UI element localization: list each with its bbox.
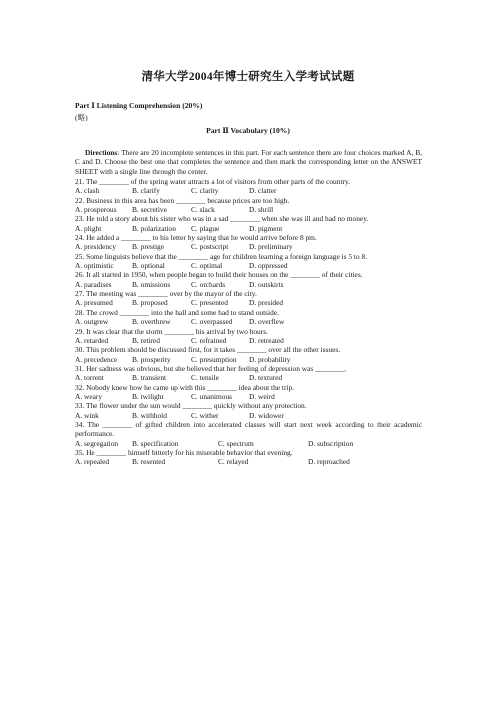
answer-option: D. clatter — [249, 186, 277, 196]
answer-option: C. wither — [191, 410, 219, 420]
answer-options — [75, 355, 422, 364]
answer-option: A. retarded — [75, 335, 109, 345]
answer-options — [75, 261, 422, 270]
answer-options — [75, 336, 422, 345]
answer-option: D. textured — [249, 373, 283, 383]
answer-option: A. paradises — [75, 279, 112, 289]
directions-paragraph — [75, 148, 422, 176]
question-item — [75, 308, 422, 327]
answer-options — [75, 224, 422, 233]
answer-options — [75, 298, 422, 307]
question-stem: 31. Her sadness was obvious, but she believed that her feeling of depression was ________. — [75, 363, 347, 373]
answer-option: B. prestige — [132, 242, 165, 252]
answer-option: A. precedence — [75, 354, 118, 364]
question-stem: 34. The ________ of gifted children into accelerated classes will start next week according to their academic performance. — [75, 419, 422, 439]
answer-option: B. secretive — [132, 205, 167, 215]
answer-options — [75, 411, 422, 420]
answer-option: B. optional — [132, 261, 165, 271]
question-stem: 30. This problem should be discussed first, for it takes ________ over all the other issues. — [75, 345, 341, 355]
question-stem: 32. Nobody knew how he came up with this ________ idea about the trip. — [75, 382, 295, 392]
answer-options — [75, 457, 422, 466]
answer-option: A. wink — [75, 410, 99, 420]
question-item — [75, 177, 422, 196]
question-stem: 33. The flower under the sun would ________ quickly without any protection. — [75, 401, 307, 411]
question-item — [75, 214, 422, 233]
answer-options — [75, 186, 422, 195]
directions-text: : There are 20 incomplete sentences in this part. For each sentence there are four choices marked A, B, C and D. Choose the best one that completes the sentence and then mark the corresponding letter on the ANSWET SHEET with a single line through the center. — [75, 148, 422, 176]
answer-option: C. relayed — [218, 457, 249, 467]
answer-option: D. probability — [249, 354, 291, 364]
answer-option: A. presidency — [75, 242, 117, 252]
question-item — [75, 270, 422, 289]
answer-option: A. segregation — [75, 438, 119, 448]
question-item — [75, 252, 422, 271]
part1-omitted-note: (略) — [75, 113, 88, 122]
answer-option: C. orchards — [191, 279, 226, 289]
answer-option: C. postscript — [191, 242, 229, 252]
question-item — [75, 345, 422, 364]
answer-option: A. weary — [75, 391, 103, 401]
answer-option: B. transient — [132, 373, 167, 383]
question-item — [75, 289, 422, 308]
directions-label: Directions — [85, 148, 118, 157]
answer-option: D. shrill — [249, 205, 274, 215]
answer-option: C. plague — [191, 223, 220, 233]
answer-option: D. widower — [249, 410, 284, 420]
answer-option: B. clarify — [132, 186, 160, 196]
question-item — [75, 420, 422, 448]
answer-option: C. tensile — [191, 373, 219, 383]
answer-option: A. optimistic — [75, 261, 114, 271]
answer-option: C. optimal — [191, 261, 223, 271]
question-stem: 26. It all started in 1950, when people began to build their houses on the ________ of their cities. — [75, 270, 363, 280]
section-heading-part1: Part Ⅰ Listening Comprehension (20%) — [75, 101, 203, 110]
answer-option: C. presented — [191, 298, 228, 308]
answer-option: B. proposed — [132, 298, 168, 308]
answer-options — [75, 439, 422, 448]
question-list — [75, 177, 422, 467]
page-title: 清华大学2004年博士研究生入学考试试题 — [141, 71, 355, 83]
section-heading-part2: Part Ⅱ Vocabulary (10%) — [206, 126, 290, 135]
answer-option: B. retired — [132, 335, 160, 345]
answer-option: D. oppressed — [249, 261, 288, 271]
question-stem: 23. He told a story about his sister who was in a sad ________ when she was ill and had no money. — [75, 214, 369, 224]
answer-option: D. weird — [249, 391, 275, 401]
question-item — [75, 364, 422, 383]
answer-option: A. outgrew — [75, 317, 109, 327]
answer-option: A. torrent — [75, 373, 104, 383]
question-stem: 28. The crowd ________ into the hall and some had to stand outside. — [75, 307, 279, 317]
answer-option: B. withhold — [132, 410, 167, 420]
answer-option: D. subscription — [308, 438, 354, 448]
answer-option: A. repealed — [75, 457, 110, 467]
answer-options — [75, 205, 422, 214]
answer-option: D. retreated — [249, 335, 284, 345]
answer-option: B. specification — [132, 438, 179, 448]
answer-options — [75, 317, 422, 326]
answer-option: B. twilight — [132, 391, 164, 401]
question-stem: 24. He added a ________ to his letter by saying that he would arrive before 8 pm. — [75, 233, 317, 243]
answer-option: D. pigment — [249, 223, 283, 233]
question-stem: 35. He ________ himself bitterly for his miserable behavior that evening. — [75, 447, 293, 457]
answer-option: D. preliminary — [249, 242, 293, 252]
answer-option: B. resented — [132, 457, 166, 467]
answer-option: D. overflew — [249, 317, 285, 327]
answer-options — [75, 242, 422, 251]
question-stem: 29. It was clear that the storm ________ his arrival by two hours. — [75, 326, 268, 336]
answer-option: C. overpassed — [191, 317, 233, 327]
answer-option: A. plight — [75, 223, 102, 233]
answer-option: A. presumed — [75, 298, 113, 308]
answer-options — [75, 280, 422, 289]
answer-option: C. unanimous — [191, 391, 233, 401]
question-stem: 21. The ________ of the spring water attracts a lot of visitors from other parts of the country. — [75, 177, 351, 186]
answer-option: B. polarization — [132, 223, 176, 233]
answer-option: B. prosperity — [132, 354, 171, 364]
question-stem: 27. The meeting was ________ over by the mayor of the city. — [75, 289, 257, 299]
answer-option: C. refrained — [191, 335, 227, 345]
answer-options — [75, 392, 422, 401]
answer-option: D. outskirts — [249, 279, 284, 289]
answer-option: B. overthrew — [132, 317, 171, 327]
question-stem: 25. Some linguists believe that the ________ age for children learning a foreign language is 5 to 8. — [75, 251, 368, 261]
question-item — [75, 383, 422, 402]
answer-option: A. clash — [75, 186, 100, 196]
question-item — [75, 448, 422, 467]
question-stem: 22. Business in this area has been ________ because prices are too high. — [75, 195, 290, 205]
question-item — [75, 327, 422, 346]
question-item — [75, 401, 422, 420]
answer-option: B. omissions — [132, 279, 171, 289]
question-item — [75, 196, 422, 215]
answer-options — [75, 373, 422, 382]
answer-option: C. presumption — [191, 354, 237, 364]
answer-option: D. reproached — [308, 457, 350, 467]
answer-option: A. prosperous — [75, 205, 117, 215]
answer-option: C. spectrum — [218, 438, 254, 448]
answer-option: C. slack — [191, 205, 215, 215]
question-item — [75, 233, 422, 252]
answer-option: C. clarity — [191, 186, 219, 196]
answer-option: D. presided — [249, 298, 284, 308]
